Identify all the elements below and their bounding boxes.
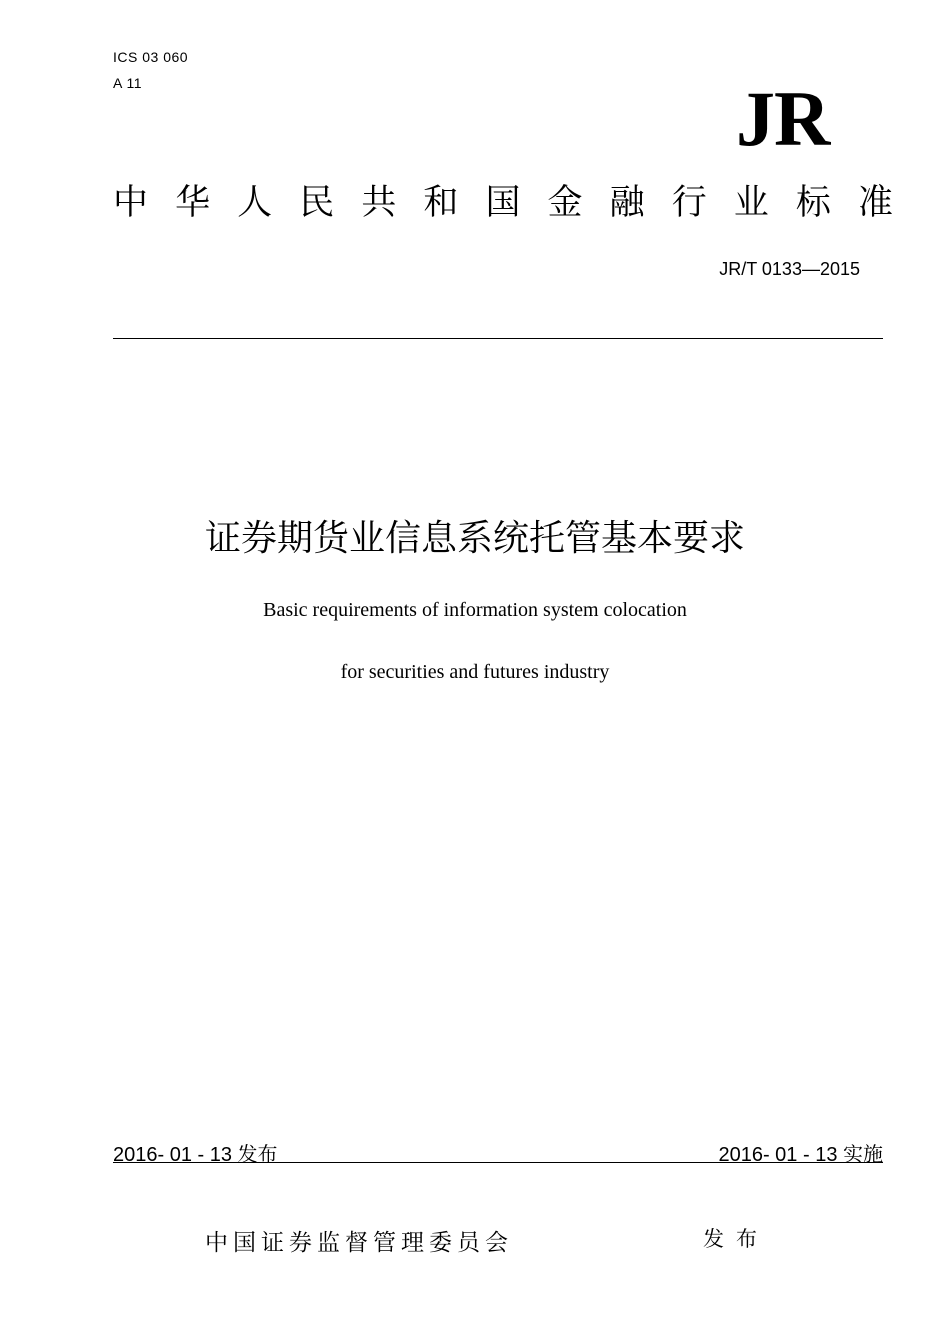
- jr-logo: JR: [736, 75, 830, 162]
- standard-type-char: 行: [671, 183, 707, 223]
- ics-code: ICS 03 060: [113, 49, 189, 65]
- standard-type-char: 共: [361, 183, 397, 223]
- standard-type-char: 民: [299, 183, 335, 223]
- footer-divider: [113, 1162, 883, 1163]
- chinese-title: 证券期货业信息系统托管基本要求: [204, 518, 745, 559]
- standard-type-char: 标: [795, 183, 831, 223]
- standard-type-char: 融: [609, 183, 645, 223]
- standard-type-char: 准: [857, 183, 893, 223]
- standard-type-char: 金: [547, 183, 583, 223]
- issuing-authority: 中国证券监督管理委员会: [205, 1230, 513, 1256]
- english-title-line-2: for securities and futures industry: [340, 661, 610, 683]
- standard-type-char: 人: [237, 183, 273, 223]
- publish-label: 发布: [703, 1227, 769, 1251]
- english-title-line-1: Basic requirements of information system colocation: [263, 599, 687, 621]
- standard-type-char: 业: [733, 183, 769, 223]
- standard-type-title: [113, 183, 893, 223]
- ccs-code: A 11: [113, 75, 142, 91]
- standard-type-char: 华: [175, 183, 211, 223]
- header-divider: [113, 338, 883, 339]
- issue-date: 2016- 01 - 13 发布: [113, 1144, 278, 1166]
- standard-type-char: 和: [423, 183, 459, 223]
- standard-type-char: 国: [485, 183, 521, 223]
- implementation-date: 2016- 01 - 13 实施: [718, 1144, 883, 1166]
- standard-code: JR/T 0133—2015: [719, 259, 860, 279]
- standard-type-char: 中: [113, 183, 149, 223]
